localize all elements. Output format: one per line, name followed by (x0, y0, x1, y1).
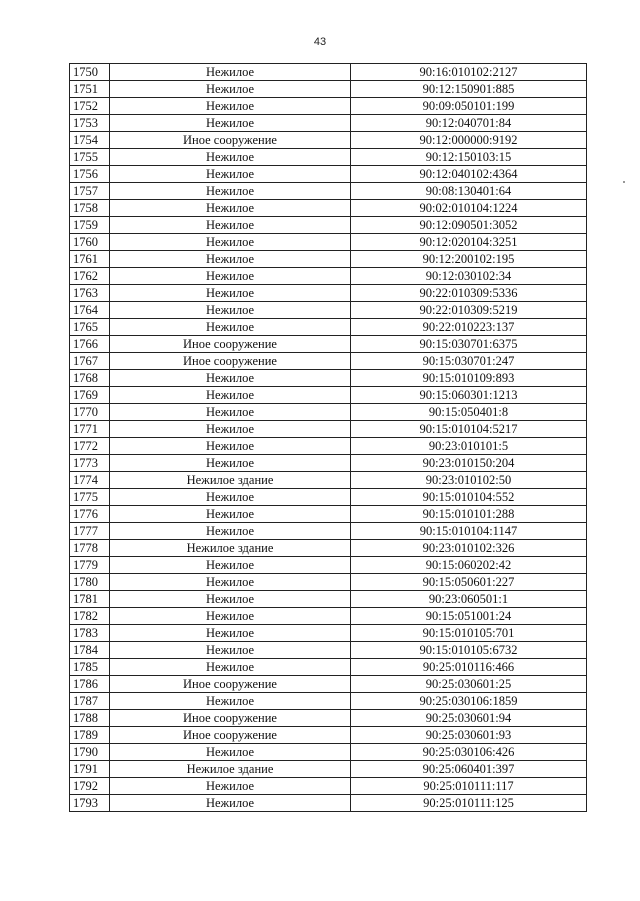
object-type-cell: Нежилое (110, 234, 351, 251)
cadastral-number-cell: 90:15:010105:6732 (351, 642, 587, 659)
registry-table-body (70, 64, 587, 812)
cadastral-number-cell: 90:15:010109:893 (351, 370, 587, 387)
cadastral-number-cell: 90:25:010111:125 (351, 795, 587, 812)
cadastral-number-cell: 90:15:050601:227 (351, 574, 587, 591)
row-number-cell: 1752 (70, 98, 110, 115)
cadastral-number-cell: 90:25:030601:94 (351, 710, 587, 727)
table-row (70, 149, 587, 166)
object-type-cell: Нежилое (110, 795, 351, 812)
object-type-cell: Иное сооружение (110, 336, 351, 353)
object-type-cell: Иное сооружение (110, 132, 351, 149)
object-type-cell: Нежилое (110, 370, 351, 387)
row-number-cell: 1755 (70, 149, 110, 166)
cadastral-number-cell: 90:23:010101:5 (351, 438, 587, 455)
cadastral-number-cell: 90:22:010309:5336 (351, 285, 587, 302)
cadastral-number-cell: 90:15:030701:247 (351, 353, 587, 370)
row-number-cell: 1780 (70, 574, 110, 591)
row-number-cell: 1764 (70, 302, 110, 319)
row-number-cell: 1791 (70, 761, 110, 778)
cadastral-number-cell: 90:15:010101:288 (351, 506, 587, 523)
row-number-cell: 1758 (70, 200, 110, 217)
object-type-cell: Иное сооружение (110, 727, 351, 744)
row-number-cell: 1782 (70, 608, 110, 625)
table-row (70, 744, 587, 761)
cadastral-number-cell: 90:15:030701:6375 (351, 336, 587, 353)
object-type-cell: Нежилое здание (110, 761, 351, 778)
object-type-cell: Иное сооружение (110, 710, 351, 727)
cadastral-number-cell: 90:25:030601:93 (351, 727, 587, 744)
object-type-cell: Нежилое (110, 115, 351, 132)
cadastral-number-cell: 90:25:010116:466 (351, 659, 587, 676)
object-type-cell: Нежилое (110, 319, 351, 336)
object-type-cell: Нежилое (110, 744, 351, 761)
cadastral-number-cell: 90:25:030106:1859 (351, 693, 587, 710)
row-number-cell: 1783 (70, 625, 110, 642)
object-type-cell: Нежилое (110, 574, 351, 591)
cadastral-number-cell: 90:25:030106:426 (351, 744, 587, 761)
table-row (70, 404, 587, 421)
cadastral-number-cell: 90:25:010111:117 (351, 778, 587, 795)
row-number-cell: 1777 (70, 523, 110, 540)
object-type-cell: Нежилое (110, 591, 351, 608)
object-type-cell: Нежилое (110, 149, 351, 166)
table-row (70, 353, 587, 370)
table-row (70, 200, 587, 217)
cadastral-number-cell: 90:12:000000:9192 (351, 132, 587, 149)
table-row (70, 455, 587, 472)
cadastral-number-cell: 90:15:060301:1213 (351, 387, 587, 404)
row-number-cell: 1761 (70, 251, 110, 268)
cadastral-number-cell: 90:23:010102:50 (351, 472, 587, 489)
row-number-cell: 1751 (70, 81, 110, 98)
cadastral-number-cell: 90:15:051001:24 (351, 608, 587, 625)
page-number: 43 (313, 36, 327, 48)
object-type-cell: Нежилое (110, 98, 351, 115)
table-row (70, 183, 587, 200)
table-row (70, 710, 587, 727)
row-number-cell: 1756 (70, 166, 110, 183)
row-number-cell: 1754 (70, 132, 110, 149)
table-row (70, 387, 587, 404)
row-number-cell: 1773 (70, 455, 110, 472)
table-row (70, 132, 587, 149)
object-type-cell: Нежилое (110, 438, 351, 455)
table-row (70, 591, 587, 608)
table-row (70, 659, 587, 676)
table-row (70, 608, 587, 625)
table-row (70, 115, 587, 132)
cadastral-number-cell: 90:12:150103:15 (351, 149, 587, 166)
object-type-cell: Нежилое здание (110, 540, 351, 557)
table-row (70, 81, 587, 98)
table-row (70, 166, 587, 183)
object-type-cell: Нежилое (110, 81, 351, 98)
cadastral-number-cell: 90:15:010105:701 (351, 625, 587, 642)
cadastral-number-cell: 90:09:050101:199 (351, 98, 587, 115)
object-type-cell: Нежилое (110, 659, 351, 676)
row-number-cell: 1771 (70, 421, 110, 438)
row-number-cell: 1788 (70, 710, 110, 727)
table-row (70, 761, 587, 778)
object-type-cell: Нежилое (110, 557, 351, 574)
cadastral-number-cell: 90:16:010102:2127 (351, 64, 587, 81)
row-number-cell: 1769 (70, 387, 110, 404)
row-number-cell: 1775 (70, 489, 110, 506)
cadastral-number-cell: 90:12:030102:34 (351, 268, 587, 285)
registry-table (69, 63, 587, 812)
object-type-cell: Нежилое (110, 625, 351, 642)
table-row (70, 693, 587, 710)
cadastral-number-cell: 90:15:060202:42 (351, 557, 587, 574)
table-row (70, 625, 587, 642)
table-row (70, 234, 587, 251)
object-type-cell: Нежилое здание (110, 472, 351, 489)
row-number-cell: 1778 (70, 540, 110, 557)
object-type-cell: Нежилое (110, 642, 351, 659)
table-row (70, 489, 587, 506)
table-row (70, 217, 587, 234)
cadastral-number-cell: 90:12:040701:84 (351, 115, 587, 132)
object-type-cell: Нежилое (110, 506, 351, 523)
row-number-cell: 1785 (70, 659, 110, 676)
cadastral-number-cell: 90:15:010104:1147 (351, 523, 587, 540)
object-type-cell: Нежилое (110, 217, 351, 234)
cadastral-number-cell: 90:15:050401:8 (351, 404, 587, 421)
row-number-cell: 1789 (70, 727, 110, 744)
table-row (70, 642, 587, 659)
object-type-cell: Нежилое (110, 523, 351, 540)
cadastral-number-cell: 90:12:040102:4364 (351, 166, 587, 183)
object-type-cell: Нежилое (110, 302, 351, 319)
row-number-cell: 1766 (70, 336, 110, 353)
object-type-cell: Нежилое (110, 489, 351, 506)
object-type-cell: Нежилое (110, 404, 351, 421)
cadastral-number-cell: 90:02:010104:1224 (351, 200, 587, 217)
table-row (70, 523, 587, 540)
row-number-cell: 1768 (70, 370, 110, 387)
object-type-cell: Нежилое (110, 166, 351, 183)
object-type-cell: Иное сооружение (110, 353, 351, 370)
table-row (70, 64, 587, 81)
table-row (70, 370, 587, 387)
table-row (70, 438, 587, 455)
row-number-cell: 1784 (70, 642, 110, 659)
table-row (70, 251, 587, 268)
row-number-cell: 1793 (70, 795, 110, 812)
cadastral-number-cell: 90:15:010104:552 (351, 489, 587, 506)
table-row (70, 319, 587, 336)
table-row (70, 795, 587, 812)
row-number-cell: 1774 (70, 472, 110, 489)
row-number-cell: 1765 (70, 319, 110, 336)
cadastral-number-cell: 90:23:010102:326 (351, 540, 587, 557)
row-number-cell: 1790 (70, 744, 110, 761)
table-row (70, 540, 587, 557)
object-type-cell: Иное сооружение (110, 676, 351, 693)
row-number-cell: 1781 (70, 591, 110, 608)
cadastral-number-cell: 90:25:060401:397 (351, 761, 587, 778)
table-row (70, 98, 587, 115)
cadastral-number-cell: 90:22:010309:5219 (351, 302, 587, 319)
object-type-cell: Нежилое (110, 421, 351, 438)
object-type-cell: Нежилое (110, 183, 351, 200)
cadastral-number-cell: 90:12:090501:3052 (351, 217, 587, 234)
row-number-cell: 1753 (70, 115, 110, 132)
row-number-cell: 1757 (70, 183, 110, 200)
cadastral-number-cell: 90:12:200102:195 (351, 251, 587, 268)
table-row (70, 506, 587, 523)
row-number-cell: 1776 (70, 506, 110, 523)
cadastral-number-cell: 90:23:060501:1 (351, 591, 587, 608)
row-number-cell: 1770 (70, 404, 110, 421)
row-number-cell: 1750 (70, 64, 110, 81)
table-row (70, 557, 587, 574)
object-type-cell: Нежилое (110, 455, 351, 472)
object-type-cell: Нежилое (110, 268, 351, 285)
row-number-cell: 1787 (70, 693, 110, 710)
row-number-cell: 1759 (70, 217, 110, 234)
table-row (70, 676, 587, 693)
row-number-cell: 1786 (70, 676, 110, 693)
row-number-cell: 1792 (70, 778, 110, 795)
cadastral-number-cell: 90:23:010150:204 (351, 455, 587, 472)
table-row (70, 574, 587, 591)
table-row (70, 268, 587, 285)
cadastral-number-cell: 90:15:010104:5217 (351, 421, 587, 438)
object-type-cell: Нежилое (110, 778, 351, 795)
table-row (70, 285, 587, 302)
row-number-cell: 1762 (70, 268, 110, 285)
cadastral-number-cell: 90:08:130401:64 (351, 183, 587, 200)
object-type-cell: Нежилое (110, 608, 351, 625)
row-number-cell: 1763 (70, 285, 110, 302)
object-type-cell: Нежилое (110, 693, 351, 710)
object-type-cell: Нежилое (110, 387, 351, 404)
cadastral-number-cell: 90:25:030601:25 (351, 676, 587, 693)
table-row (70, 472, 587, 489)
cadastral-number-cell: 90:12:150901:885 (351, 81, 587, 98)
table-row (70, 778, 587, 795)
row-number-cell: 1772 (70, 438, 110, 455)
table-row (70, 421, 587, 438)
object-type-cell: Нежилое (110, 200, 351, 217)
object-type-cell: Нежилое (110, 285, 351, 302)
row-number-cell: 1779 (70, 557, 110, 574)
row-number-cell: 1760 (70, 234, 110, 251)
table-row (70, 302, 587, 319)
scan-speck (623, 181, 625, 183)
table-row (70, 727, 587, 744)
object-type-cell: Нежилое (110, 64, 351, 81)
table-row (70, 336, 587, 353)
row-number-cell: 1767 (70, 353, 110, 370)
cadastral-number-cell: 90:12:020104:3251 (351, 234, 587, 251)
cadastral-number-cell: 90:22:010223:137 (351, 319, 587, 336)
object-type-cell: Нежилое (110, 251, 351, 268)
